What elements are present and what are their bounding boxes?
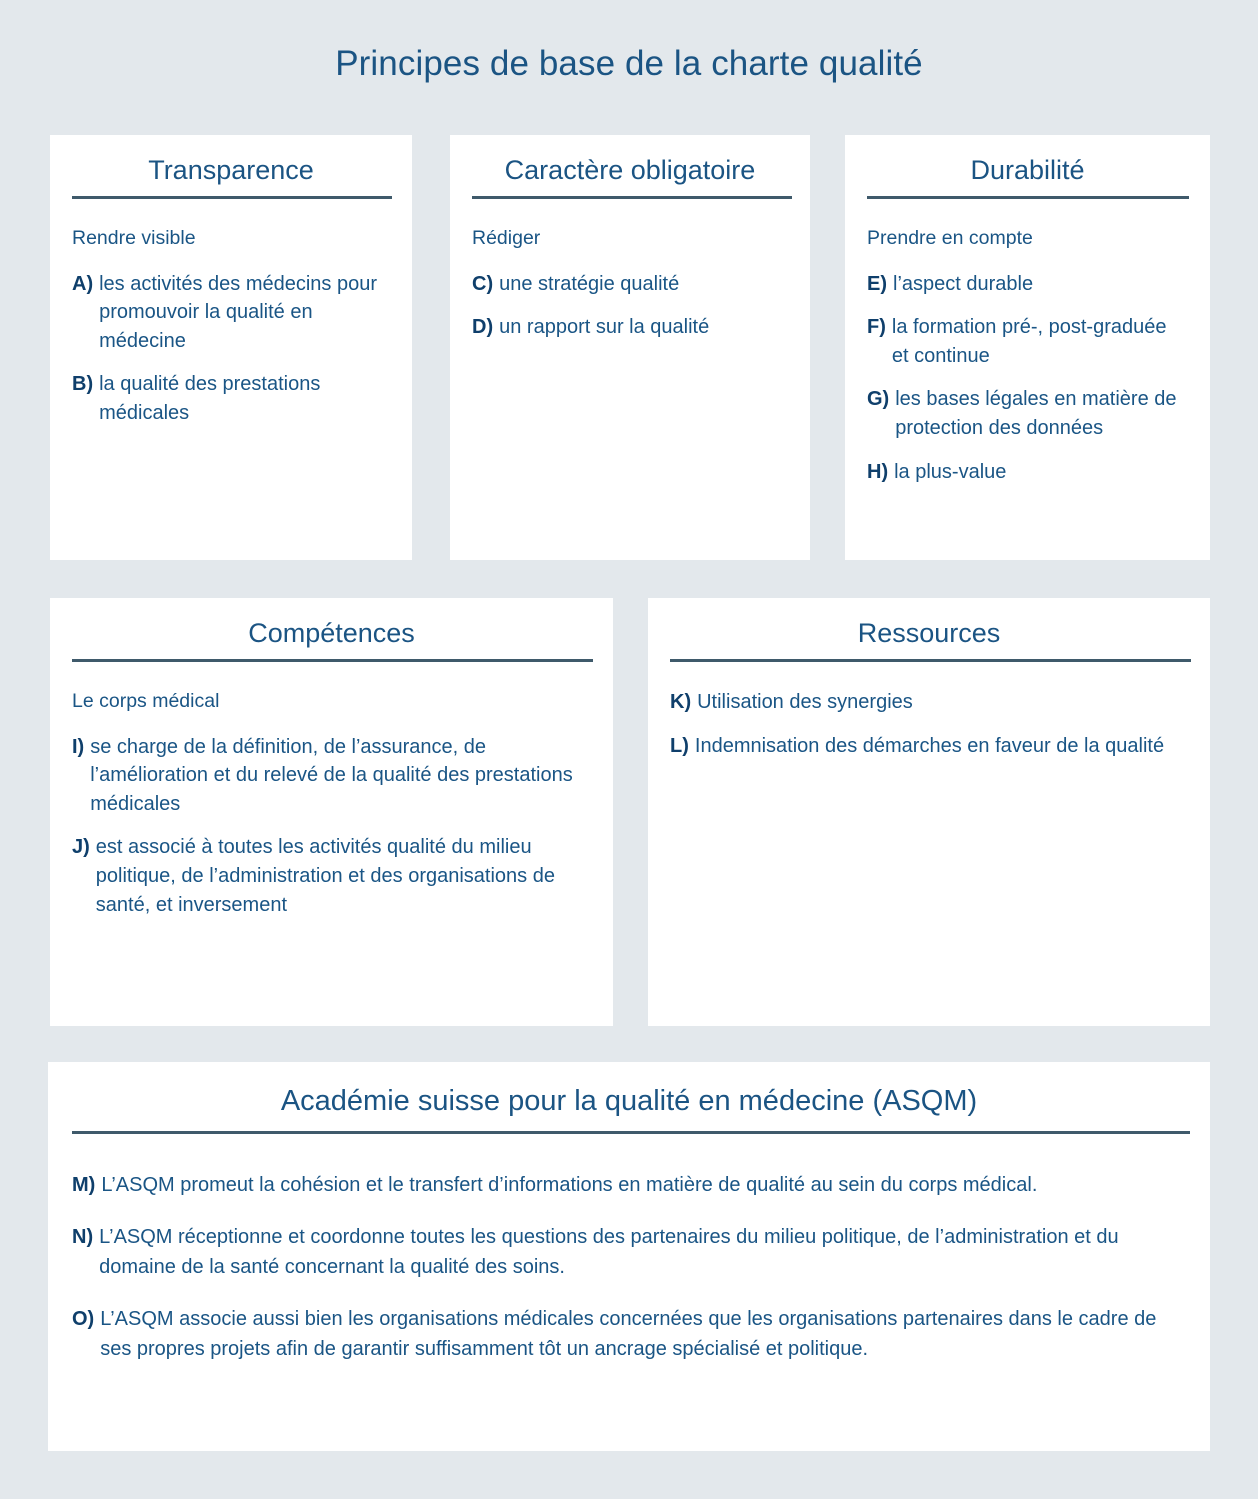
- list-item: [72, 733, 591, 819]
- item-text: un rapport sur la qualité: [499, 316, 710, 339]
- card-body: [72, 662, 591, 919]
- item-tag: F): [867, 316, 886, 339]
- card-intro: Rédiger: [472, 227, 541, 250]
- item-text: la plus-value: [894, 460, 1007, 483]
- item-tag: J): [72, 836, 90, 859]
- item-tag: H): [867, 460, 889, 483]
- card-transparence: [50, 135, 412, 560]
- card-intro: Prendre en compte: [867, 227, 1033, 250]
- item-list: [72, 733, 591, 920]
- item-text: Utilisation des synergies: [697, 691, 913, 714]
- list-item: [867, 458, 1188, 487]
- item-tag: C): [472, 272, 494, 295]
- item-list: [472, 270, 788, 342]
- item-tag: O): [72, 1307, 95, 1330]
- card-competences: [50, 598, 613, 1026]
- card-heading: Durabilité: [970, 155, 1085, 185]
- item-text: la formation pré-, post-graduée et continue: [891, 316, 1167, 367]
- item-text: l’aspect durable: [893, 272, 1034, 295]
- item-text: Indemnisation des démarches en faveur de la qualité: [694, 734, 1165, 757]
- list-item: [472, 313, 788, 342]
- item-tag: L): [670, 734, 689, 757]
- list-item: [72, 370, 390, 427]
- list-item: [670, 688, 1188, 717]
- list-item: [72, 833, 591, 919]
- card-body: [670, 662, 1188, 760]
- item-list: [867, 270, 1188, 487]
- card-body: [472, 199, 788, 342]
- card-body: [72, 1134, 1186, 1364]
- card-intro: Rendre visible: [72, 227, 196, 250]
- item-text: L’ASQM associe aussi bien les organisations médicales concernées que les organisations partenaires dans le cadre de ses propres projets afin de garantir suffisamment tôt un ancrage spécialisé et politique.: [100, 1307, 1157, 1360]
- list-item: [867, 385, 1188, 442]
- item-text: L’ASQM réceptionne et coordonne toutes les questions des partenaires du milieu politique, de l’administration et du domaine de la santé concernant la qualité des soins.: [99, 1225, 1119, 1278]
- item-text: une stratégie qualité: [499, 272, 680, 295]
- list-item: [472, 270, 788, 299]
- item-list: [670, 688, 1188, 760]
- list-item: [670, 732, 1188, 761]
- item-tag: M): [72, 1173, 96, 1196]
- item-list: [72, 1170, 1186, 1364]
- item-tag: G): [867, 388, 890, 411]
- item-tag: B): [72, 373, 94, 396]
- list-item: [867, 313, 1188, 370]
- card-heading: Académie suisse pour la qualité en médecine (ASQM): [280, 1085, 978, 1117]
- card-heading: Transparence: [148, 155, 314, 185]
- item-text: les activités des médecins pour promouvoir la qualité en médecine: [99, 272, 378, 352]
- card-body: [867, 199, 1188, 486]
- item-list: [72, 270, 390, 428]
- card-asqm: [48, 1062, 1210, 1451]
- card-heading: Compétences: [248, 618, 415, 648]
- list-item: [72, 1170, 1186, 1200]
- list-item: [867, 270, 1188, 299]
- list-item: [72, 1222, 1186, 1282]
- item-text: les bases légales en matière de protection des données: [895, 388, 1177, 440]
- item-tag: D): [472, 316, 494, 339]
- list-item: [72, 1304, 1186, 1364]
- card-caractere-obligatoire: [450, 135, 810, 560]
- card-ressources: [648, 598, 1210, 1026]
- card-body: [72, 199, 390, 427]
- list-item: [72, 270, 390, 356]
- item-text: la qualité des prestations médicales: [99, 373, 321, 425]
- page-title: Principes de base de la charte qualité: [335, 44, 923, 83]
- item-tag: N): [72, 1225, 94, 1248]
- item-text: L’ASQM promeut la cohésion et le transfert d’informations en matière de qualité au sein du corps médical.: [101, 1173, 1038, 1196]
- item-tag: I): [72, 735, 85, 758]
- item-text: se charge de la définition, de l’assurance, de l’amélioration et du relevé de la qualité des prestations médicales: [90, 735, 573, 815]
- card-durabilite: [845, 135, 1210, 560]
- card-heading: Caractère obligatoire: [504, 155, 756, 185]
- card-heading: Ressources: [857, 618, 1001, 648]
- item-text: est associé à toutes les activités qualité du milieu politique, de l’administration et des organisations de santé, et inversement: [95, 836, 555, 916]
- item-tag: E): [867, 272, 887, 295]
- item-tag: A): [72, 272, 94, 295]
- item-tag: K): [670, 691, 692, 714]
- card-intro: Le corps médical: [72, 690, 220, 713]
